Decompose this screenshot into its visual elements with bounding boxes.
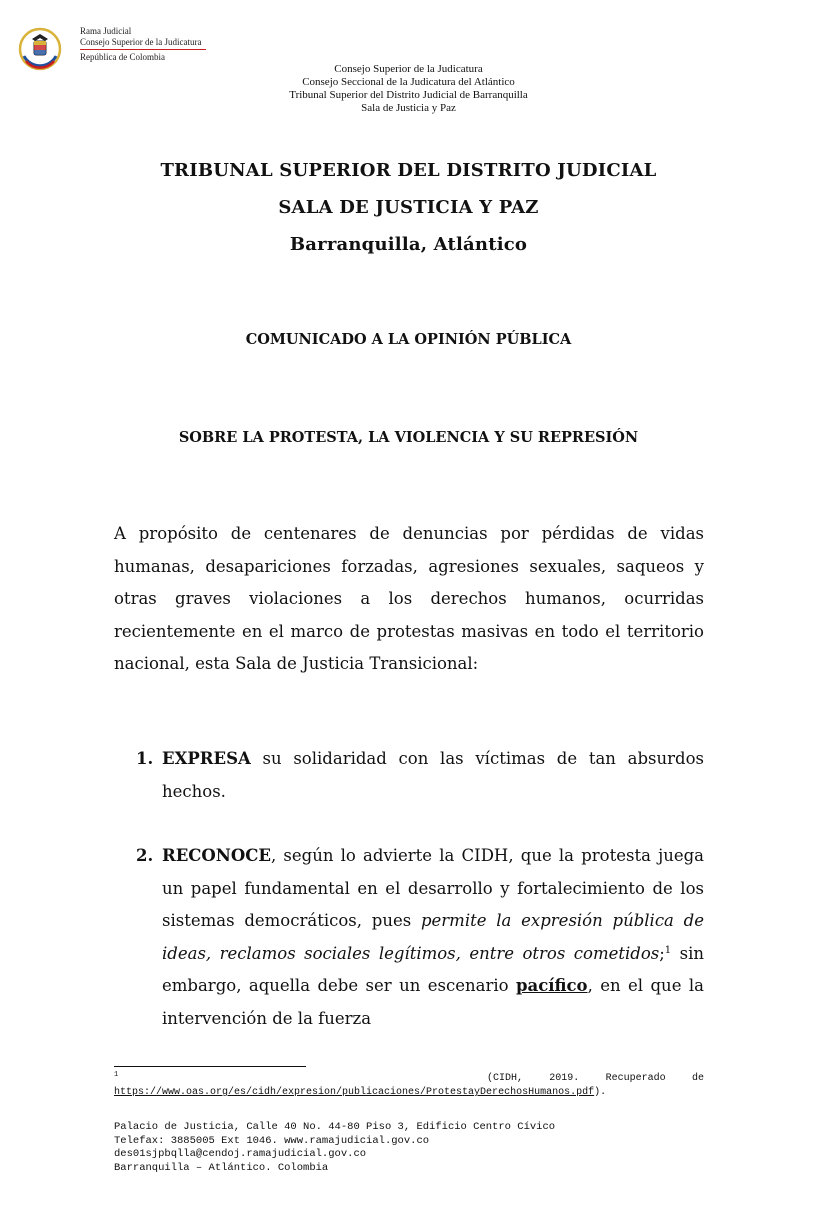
address-line-1: Palacio de Justicia, Calle 40 No. 44-80 Piso 3, Edificio Centro Cívico bbox=[114, 1121, 556, 1133]
list-item bbox=[114, 840, 704, 1035]
item-text: su solidaridad con las víctimas de tan absurdos hechos. bbox=[162, 749, 704, 801]
letterhead-line-4: Sala de Justicia y Paz bbox=[361, 102, 456, 114]
item-text-a: , según lo advierte la CIDH, que la protesta juega un papel fundamental en el desarrollo y fortalecimiento de los sistemas democráticos, pues bbox=[162, 846, 704, 930]
footnote-link[interactable]: https://www.oas.org/es/cidh/expresion/publicaciones/ProtestayDerechosHumanos.pdf bbox=[114, 1087, 595, 1098]
declarations-list bbox=[114, 743, 704, 1035]
footnote-text: (CIDH, 2019. Recuperado de bbox=[486, 1073, 704, 1084]
item-text-d: , en el que la intervención de la fuerza bbox=[162, 976, 704, 1028]
footnote-tail: ). bbox=[594, 1087, 607, 1098]
address-line-2: Telefax: 3885005 Ext 1046. www.ramajudicial.gov.co bbox=[114, 1134, 430, 1147]
letterhead bbox=[0, 63, 817, 115]
logo-divider bbox=[80, 49, 206, 50]
title-line-tribunal: TRIBUNAL SUPERIOR DEL DISTRITO JUDICIAL bbox=[160, 160, 657, 181]
address-line-4: Barranquilla – Atlántico. Colombia bbox=[114, 1161, 329, 1174]
letterhead-line-2: Consejo Seccional de la Judicatura del Atlántico bbox=[302, 76, 515, 88]
item-text-b: ; bbox=[659, 943, 665, 963]
item-keyword: EXPRESA bbox=[162, 749, 251, 768]
item-italic-quote: permite la expresión pública de ideas, reclamos sociales legítimos, entre otros cometidos bbox=[162, 911, 704, 963]
title-line-sala: SALA DE JUSTICIA Y PAZ bbox=[278, 197, 539, 218]
letterhead-line-3: Tribunal Superior del Distrito Judicial de Barranquilla bbox=[289, 89, 528, 101]
footnote-number: 1 bbox=[114, 1071, 119, 1079]
item-number: 1. bbox=[136, 749, 154, 768]
logo-text bbox=[80, 26, 206, 63]
address-line-3: des01sjpbqlla@cendoj.ramajudicial.gov.co bbox=[114, 1148, 367, 1160]
logo-line-republica: República de Colombia bbox=[80, 52, 165, 62]
title-line-city: Barranquilla, Atlántico bbox=[289, 234, 528, 255]
footnote-reference[interactable]: 1 bbox=[664, 944, 672, 956]
letterhead-line-1: Consejo Superior de la Judicatura bbox=[334, 63, 483, 75]
intro-paragraph: A propósito de centenares de denuncias por pérdidas de vidas humanas, desapariciones forzadas, agresiones sexuales, saqueos y otras graves violaciones a los derechos humanos, ocurridas recientemente en el marco de protestas masivas en todo el territorio nacional, esta Sala de Justicia Transicional: bbox=[114, 524, 704, 673]
item-number: 2. bbox=[136, 846, 154, 865]
footnote-divider bbox=[114, 1066, 306, 1067]
item-text-c: sin embargo, aquella debe ser un escenario bbox=[162, 943, 704, 995]
document-title bbox=[0, 152, 817, 263]
logo-line-rama: Rama Judicial bbox=[80, 26, 132, 36]
footnote bbox=[114, 1072, 704, 1100]
item-emphasis: pacífico bbox=[515, 976, 588, 995]
item-keyword: RECONOCE bbox=[162, 846, 271, 865]
subject-heading: SOBRE LA PROTESTA, LA VIOLENCIA Y SU REPRESIÓN bbox=[178, 429, 639, 446]
logo-line-consejo: Consejo Superior de la Judicatura bbox=[80, 37, 202, 47]
contact-address bbox=[114, 1121, 555, 1175]
list-item bbox=[114, 743, 704, 808]
comunicado-heading: COMUNICADO A LA OPINIÓN PÚBLICA bbox=[245, 331, 572, 348]
